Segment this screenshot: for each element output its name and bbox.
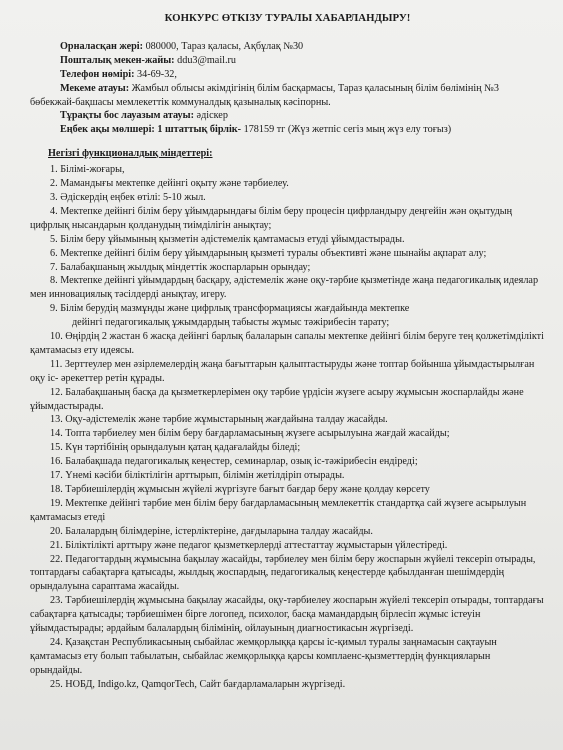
duty-item: 13. Оқу-әдістемелік және тәрбие жұмыстарының жағдайына талдау жасайды. [50, 414, 388, 426]
duty-item: 11. Зерттеулер мен әзірлемелердің жаңа бағыттарын қалыптастыруды және топтар бойынша ұйымдастырылған оқу іс- әрекеттер ретін құрады. [30, 358, 535, 384]
duty-item: 21. Біліктілікті арттыру және педагог қызметкерлерді аттестаттау жұмыстарын үйлестіреді. [50, 539, 448, 551]
duty-item: 12. Балабақшаның басқа да қызметкерлерімен оқу тәрбие үрдісін жүзеге асыру жұмысын жоспарлайды және ұйымдастырады. [30, 386, 524, 412]
duty-item: 4. Мектепке дейінгі білім беру ұйымдарындағы білім беру процесін цифрландыру деңгейін жән оқытудың цифрлық нысандарын қолданудың тиімділігін анықтау; [30, 205, 513, 231]
duty-item: 1. Білімі-жоғары, [50, 164, 125, 176]
duty-item: 7. Балабақшаның жылдық міндеттік жоспарларын орындау; [50, 261, 311, 273]
vacancy-value: әдіскер [194, 110, 228, 122]
vacancy-label: Тұрақты бос лауазым атауы: [60, 110, 194, 122]
phone-label: Телефон нөмірі: [60, 68, 135, 80]
duties-heading: Негізгі функционалдық міндеттері: [48, 148, 213, 160]
duty-item: 24. Қазақстан Республикасының сыбайлас жемқорлыққа қарсы іс-қимыл туралы заңнамасын сақтауын қамтамасыз ету болып табылатын, сыбайлас жемқорлыққа қарсы комплаенс-қызметтердің функцияларын орындайды. [30, 636, 497, 676]
duty-item: 5. Білім беру ұйымының қызметін әдістемелік қамтамасыз етуді ұйымдастырады. [50, 233, 405, 245]
duty-item: 2. Мамандығы мектепке дейінгі оқыту және тәрбиелеу. [50, 178, 289, 190]
salary-line [30, 123, 545, 137]
duty-item-continuation: дейінгі педагогикалық ұжымдардың табысты жұмыс тәжірибесін тарату; [72, 317, 390, 329]
duty-item: 16. Балабақшада педагогикалық кеңестер, семинарлар, озық іс-тәжірибесін ендіреді; [50, 456, 418, 468]
duty-item: 14. Топта тәрбиелеу мен білім беру бағдарламасының жүзеге асырылуына жағдай жасайды; [50, 428, 450, 440]
email-label: Пошталық мекен-жайы: [60, 54, 175, 66]
duty-item: 20. Балалардың білімдеріне, істерліктеріне, дағдыларына талдау жасайды. [50, 525, 373, 537]
phone-value: 34-69-32, [134, 68, 177, 80]
duty-item: 8. Мектепке дейінгі ұйымдардың басқару, әдістемелік және оқу-тәрбие қызметінде жаңа педагогикалық идеялар мен инновациялық тәсілдерді анықтау, игеру. [30, 275, 539, 301]
duty-item: 9. Білім берудің мазмұнды және цифрлық трансформациясы жағдайында мектепке [50, 303, 410, 315]
duty-item: 19. Мектепке дейінгі тәрбие мен білім беру бағдарламасының мемлекеттік стандартқа сай жүзеге асырылуын қамтамасыз етеді [30, 497, 527, 523]
salary-value: 178159 тг (Жүз жетпіс сегіз мың жүз елу тоғыз) [241, 124, 452, 136]
org-label: Мекеме атауы: [60, 82, 130, 94]
address-label: Орналасқан жері: [60, 40, 144, 52]
duty-item: 15. Күн тәртібінің орындалуын қатаң қадағалайды біледі; [50, 442, 301, 454]
org-line [30, 82, 545, 110]
duty-item: 22. Педагогтардың жұмысына бақылау жасайды, тәрбиелеу мен білім беру жоспарын жүйелі тексеріп отырады, топтардағы сабақтарға қатысады, жылдық жоспардың, педагогикалық кеңестерде қабылданған шешімдердің орындалуына сараптама жасайды. [30, 553, 536, 593]
duty-item: 18. Тәрбиешілердің жұмысын жүйелі жүргізуге бағыт бағдар беру және қолдау көрсету [50, 484, 430, 495]
duty-item: 23. Тәрбиешілердің жұмысына бақылау жасайды, оқу-тәрбиелеу жоспарын жүйелі тексеріп отырады, топтардағы сабақтарға қатысады; тәрбиешімен бірге логопед, психолог, басқа мамандардың бірлесіп жұмыс істеуін ұйымдастырады; әрдайым балалардың білімінің, ойлауының диагностикасын жүргізеді. [30, 595, 544, 635]
info-block [30, 40, 545, 137]
email-value: ddu3@mail.ru [174, 54, 237, 66]
duty-item: 25. НОБД, Indigo.kz, QamqorTech, Сайт бағдарламаларын жүргізеді. [50, 678, 346, 690]
vacancy-line [30, 109, 545, 123]
duty-item: 17. Үнемі кәсіби біліктілігін арттырып, білімін жетілдіріп отырады. [50, 470, 345, 482]
duty-item: 3. Әдіскердің еңбек өтілі: 5-10 жыл. [50, 191, 206, 203]
address-line [30, 40, 545, 54]
duties-list [30, 163, 545, 691]
email-line [30, 54, 545, 68]
document-title: КОНКУРС ӨТКІЗУ ТУРАЛЫ ХАБАРЛАНДЫРУ! [164, 12, 411, 24]
duty-item: 10. Өңірдің 2 жастан 6 жасқа дейінгі барлық балаларын сапалы мектепке дейінгі білім беруге тең қолжетімділікті қамтамасыз ету идеясы. [30, 331, 544, 356]
org-value: Жамбыл облысы әкімдігінің білім басқармасы, Тараз қаласының білім бөлімінің №3 бөбекжай-бақшасы мемлекеттік коммуналдық қазыналық кәсіпорны. [30, 82, 499, 108]
address-value: 080000, Тараз қаласы, Ақбұлақ №30 [143, 40, 304, 52]
salary-label: Еңбек ақы мөлшері: 1 штаттық бірлік- [60, 124, 242, 136]
duty-item: 6. Мектепке дейінгі білім беру ұйымдарының қызметі туралы объективті және шынайы ақпарат алу; [50, 247, 487, 259]
phone-line [30, 68, 545, 82]
